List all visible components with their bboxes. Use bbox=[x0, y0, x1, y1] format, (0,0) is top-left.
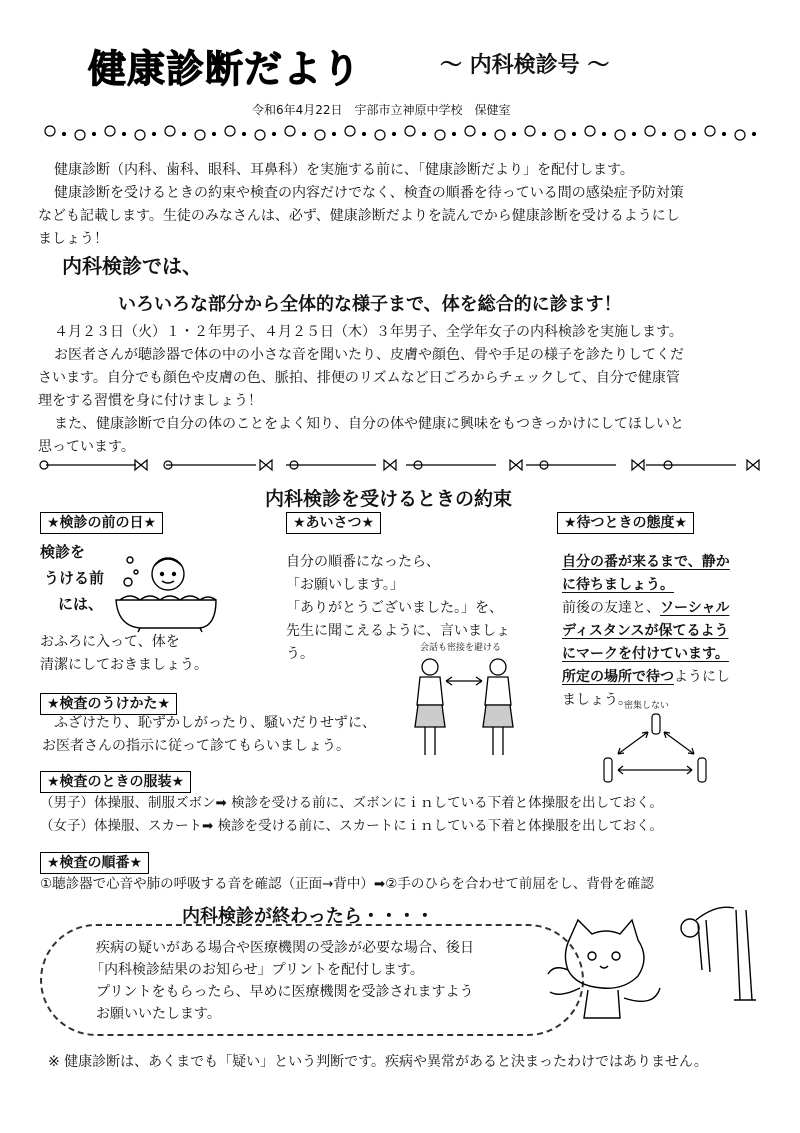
bathtub-icon bbox=[110, 548, 220, 632]
intro-line: 健康診断を受けるときの約束や検査の内容だけでなく、検査の順番を待っている間の感染症予防対策 bbox=[54, 185, 684, 201]
order-label: ★検査の順番★ bbox=[40, 852, 149, 874]
naika-line: ４月２３日（火）１・２年男子、４月２５日（木）３年男子、全学年女子の内科検診を実施します。 bbox=[54, 324, 683, 340]
day-before-text: おふろに入って、体を 清潔にしておきましょう。 bbox=[40, 634, 208, 673]
how-to-text: ふざけたり、恥ずかしがったり、騒いだりせずに、 お医者さんの指示に従って診てもらいましょう。 bbox=[42, 715, 376, 754]
greeting-label: ★あいさつ★ bbox=[286, 512, 381, 534]
after-text: 疾病の疑いがある場合や医療機関の受診が必要な場合、後日 「内科検診結果のお知らせ」プリントを配付します。 プリントをもらったら、早めに医療機関を受診されますよう お願いいたします。 bbox=[90, 940, 474, 1022]
footnote: ※ 健康診断は、あくまでも「疑い」という判断です。疾病や異常があると決まったわけではありません。 bbox=[48, 1054, 708, 1070]
clothing-label: ★検査のときの服装★ bbox=[40, 771, 191, 793]
intro-section bbox=[38, 160, 768, 249]
naika-line: さいます。自分でも顔色や皮膚の色、脈拍、排便のリズムなど日ごろからチェックして、自分で健康管 bbox=[38, 370, 680, 386]
naika-heading: 内科検診では、 bbox=[62, 254, 202, 278]
clothing-boys: （男子）体操服、制服ズボン➡ 検診を受ける前に、ズボンにｉｎしている下着と体操服を出しておく。 bbox=[40, 795, 663, 811]
page-subtitle: ～ 内科検診号 ～ bbox=[440, 53, 610, 78]
naika-line: 理をする習慣を身に付けましょう！ bbox=[38, 393, 262, 409]
arrow-right-icon: ➡ bbox=[202, 818, 214, 834]
intro-line: 健康診断（内科、歯科、眼科、耳鼻科）を実施する前に、「健康診断だより」を配付します。 bbox=[54, 162, 634, 178]
two-students-illustration bbox=[410, 655, 520, 760]
naika-paragraph bbox=[38, 322, 768, 457]
day-before-label: ★検診の前の日★ bbox=[40, 512, 163, 534]
distance-caption: 会話も密接を避ける bbox=[420, 643, 502, 653]
clothing-girls: （女子）体操服、スカート➡ 検診を受ける前に、スカートにｉｎしている下着と体操服を出しておく。 bbox=[40, 818, 663, 834]
flower-border-decoration bbox=[40, 122, 760, 144]
intro-line: ましょう！ bbox=[38, 231, 108, 247]
arrow-right-icon: ➡ bbox=[373, 876, 386, 892]
naika-line: また、健康診断で自分の体のことをよく知り、自分の体や健康に興味をもつきっかけにしてほしいと bbox=[54, 416, 684, 432]
arrow-right-icon: ➡ bbox=[215, 795, 227, 811]
forward-bend-illustration bbox=[676, 900, 766, 1010]
issue-meta: 令和6年4月22日 宇部市立神原中学校 保健室 bbox=[252, 103, 511, 117]
naika-line: 思っています。 bbox=[38, 439, 135, 455]
promise-heading: 内科検診を受けるときの約束 bbox=[265, 488, 513, 510]
cat-mascot-illustration bbox=[540, 918, 670, 1033]
intro-line: なども記載します。生徒のみなさんは、必ず、健康診断だよりを読んでから健康診断を受けるようにし bbox=[38, 208, 680, 224]
naika-subheading: いろいろな部分から全体的な様子まで、体を総合的に診ます！ bbox=[118, 294, 622, 315]
bath-illustration: 検診を うける前 には、 bbox=[40, 542, 220, 634]
waiting-label: ★待つときの態度★ bbox=[557, 512, 694, 534]
greeting-text: 自分の順番になったら、 「お願いします。」 「ありがとうございました。」を、 先生に聞こえるように、言いましょ う。 bbox=[286, 554, 510, 662]
how-to-label: ★検査のうけかた★ bbox=[40, 693, 177, 715]
page-title: 健康診断だより bbox=[88, 47, 362, 91]
distancing-diagram bbox=[588, 710, 728, 786]
no-crowding-caption: 密集しない bbox=[624, 701, 670, 711]
waiting-text: 自分の番が来るまで、静か に待ちましょう。 前後の友達と、ソーシャル ディスタンスが保てるよう にマークを付けています。 所定の場所で待つようにし ましょう。 bbox=[562, 554, 730, 708]
ribbon-divider-decoration bbox=[38, 455, 768, 475]
after-heading: 内科検診が終わったら・・・・ bbox=[182, 906, 434, 927]
order-steps: ①聴診器で心音や肺の呼吸する音を確認（正面→背中）➡②手のひらを合わせて前屈をし、背骨を確認 bbox=[40, 876, 654, 892]
naika-line: お医者さんが聴診器で体の中の小さな音を聞いたり、皮膚や顔色、骨や手足の様子を診たりしてくだ bbox=[54, 347, 684, 363]
